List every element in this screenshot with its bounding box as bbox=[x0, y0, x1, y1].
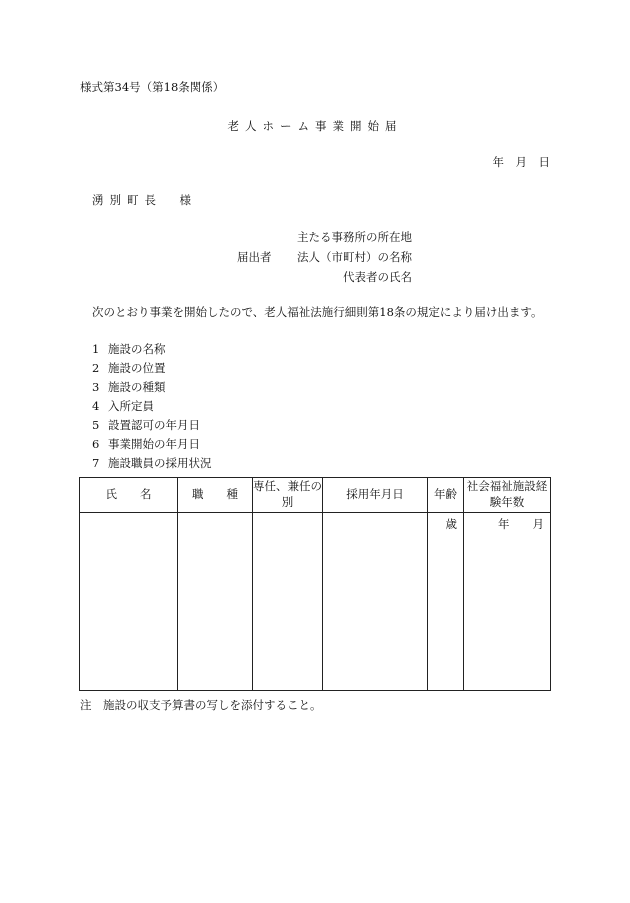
header-job: 職 種 bbox=[178, 478, 253, 513]
header-fulltime-parttime: 専任、兼任の別 bbox=[253, 478, 323, 513]
document-title: 老人ホーム事業開始届 bbox=[227, 119, 403, 133]
header-experience: 社会福祉施設経験年数 bbox=[464, 478, 551, 513]
list-item: 6 事業開始の年月日 bbox=[92, 437, 200, 451]
cell-name[interactable] bbox=[80, 513, 178, 691]
list-item: 1 施設の名称 bbox=[92, 342, 166, 356]
applicant-address-label: 主たる事務所の所在地 bbox=[297, 230, 412, 244]
applicant-corp-name-label: 法人（市町村）の名称 bbox=[297, 250, 412, 264]
table-header-row bbox=[80, 478, 551, 513]
form-number: 様式第34号（第18条関係） bbox=[80, 80, 225, 94]
applicant-representative-label: 代表者の氏名 bbox=[343, 270, 412, 284]
date-line: 年 月 日 bbox=[492, 155, 550, 169]
body-text: 次のとおり事業を開始したので、老人福祉法施行細則第18条の規定により届け出ます。 bbox=[92, 305, 543, 319]
list-item: 3 施設の種類 bbox=[92, 380, 166, 394]
list-item: 5 設置認可の年月日 bbox=[92, 418, 200, 432]
item-list bbox=[92, 344, 212, 477]
cell-hire-date[interactable] bbox=[323, 513, 428, 691]
applicant-block bbox=[237, 230, 412, 292]
cell-job[interactable] bbox=[178, 513, 253, 691]
cell-age[interactable]: 歳 bbox=[428, 513, 464, 691]
list-item: 7 施設職員の採用状況 bbox=[92, 456, 212, 470]
staff-table bbox=[79, 477, 551, 691]
header-hire-date: 採用年月日 bbox=[323, 478, 428, 513]
cell-fulltime-parttime[interactable] bbox=[253, 513, 323, 691]
note: 注 施設の収支予算書の写しを添付すること。 bbox=[80, 698, 322, 712]
cell-experience[interactable]: 年 月 bbox=[464, 513, 551, 691]
header-age: 年齢 bbox=[428, 478, 464, 513]
table-row bbox=[80, 513, 551, 691]
list-item: 4 入所定員 bbox=[92, 399, 154, 413]
header-name: 氏 名 bbox=[80, 478, 178, 513]
applicant-label: 届出者 bbox=[237, 250, 272, 264]
list-item: 2 施設の位置 bbox=[92, 361, 166, 375]
addressee: 湧別町長 様 bbox=[92, 193, 197, 207]
